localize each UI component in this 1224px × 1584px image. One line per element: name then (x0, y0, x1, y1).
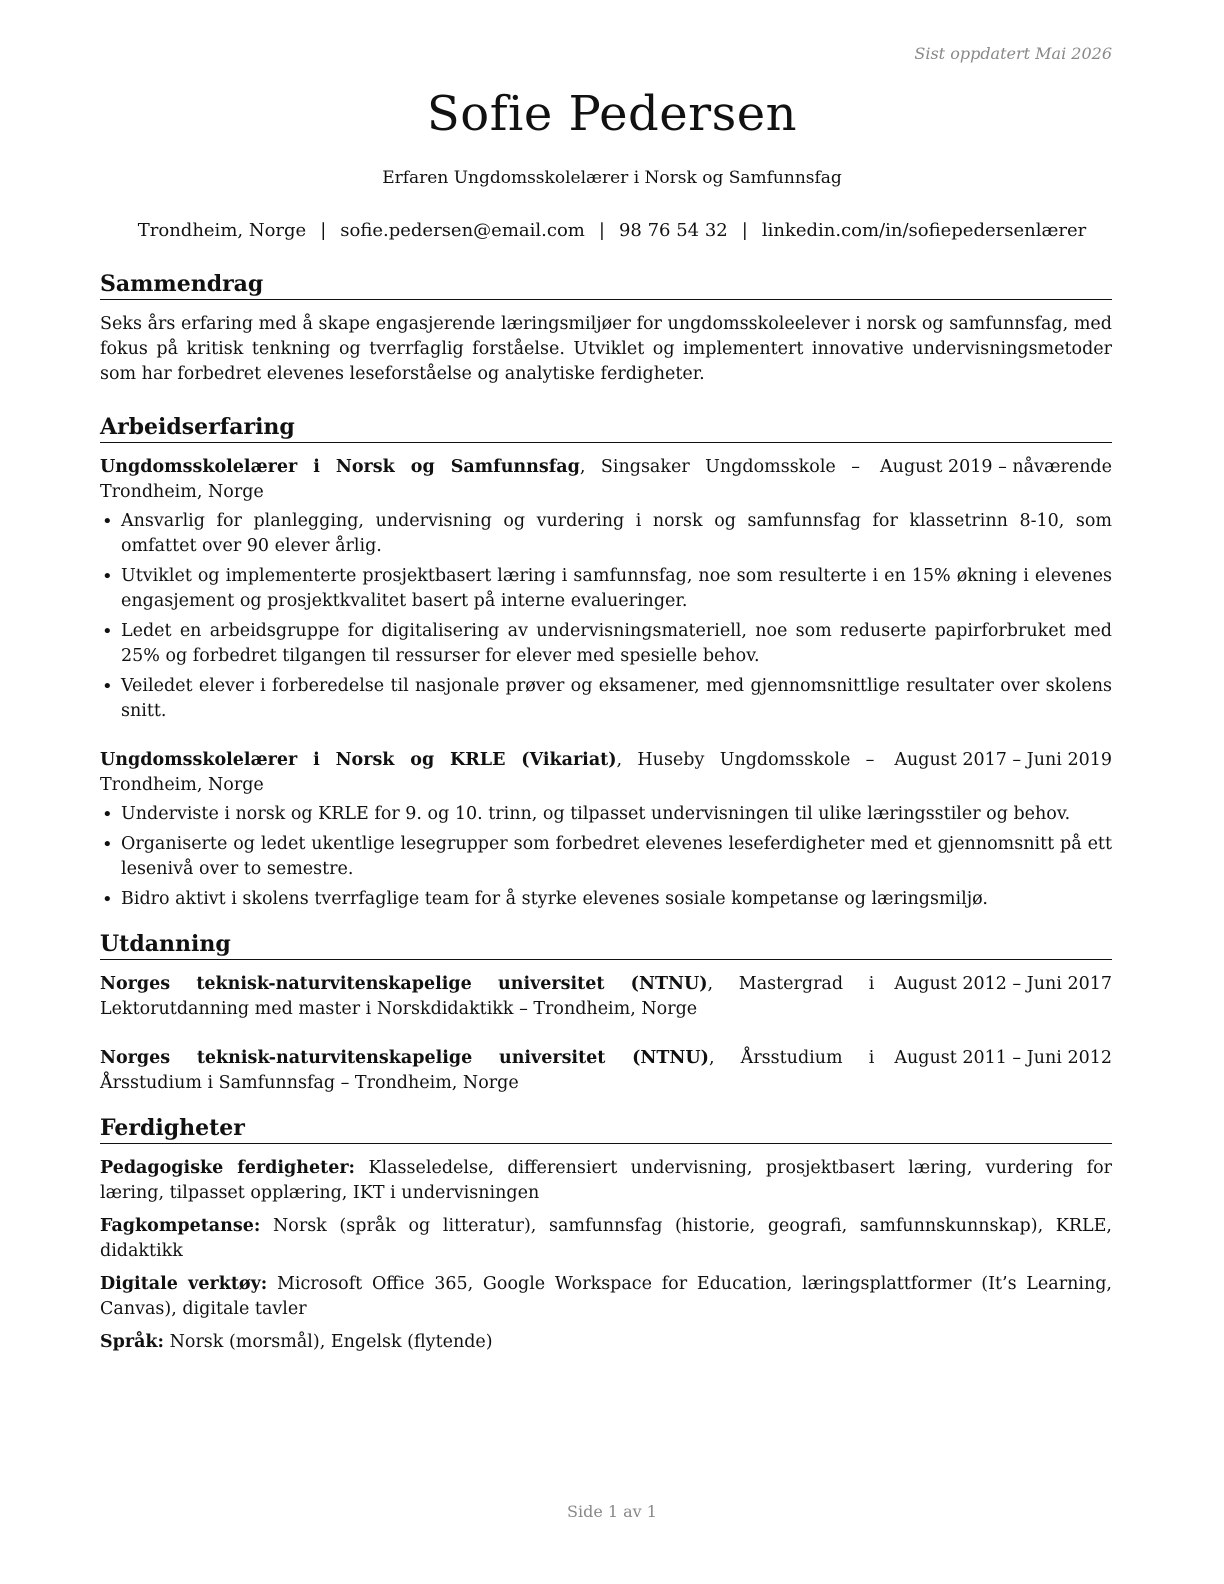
education-dates: August 2012 – Juni 2017 (894, 974, 1112, 994)
education-heading: Utdanning (100, 930, 1112, 960)
bullet-item: • Organiserte og ledet ukentlige lesegrupper som forbedret elevenes leseferdigheter med et gjennomsnitt på ett lesenivå over to semestre. (100, 832, 1112, 882)
job-dates: August 2019 – nåværende (880, 457, 1112, 477)
skills-heading: Ferdigheter (100, 1114, 1112, 1144)
page-number: Side 1 av 1 (567, 1502, 657, 1521)
contact-separator: | (741, 220, 748, 241)
skill-label: Språk: (100, 1332, 165, 1352)
skill-label: Fagkompetanse: (100, 1216, 261, 1236)
skills-section (100, 1114, 1112, 1355)
contact-line (0, 220, 1224, 241)
summary-text: Seks års erfaring med å skape engasjerende læringsmiljøer for ungdomsskoleelever i norsk og samfunnsfag, med fokus på kritisk tenkning og tverrfaglig forståelse. Utviklet og implementert innovative undervisningsmetoder som har forbedret elevenes leseforståelse og analytiske ferdigheter. (100, 314, 1112, 384)
contact-phone: 98 76 54 32 (618, 220, 728, 241)
summary-section (100, 270, 1112, 387)
education-section (100, 930, 1112, 1096)
bullet-item: • Bidro aktivt i skolens tverrfaglige team for å styrke elevenes sosiale kompetanse og læringsmiljø. (100, 887, 1112, 912)
job-title: Ungdomsskolelærer i Norsk og KRLE (Vikariat) (100, 750, 617, 770)
job-entry (100, 748, 1112, 912)
education-entry (100, 972, 1112, 1022)
job-dates: August 2017 – Juni 2019 (894, 750, 1112, 770)
job-bullets (100, 802, 1112, 912)
job-place: , Singsaker Ungdomsskole – Trondheim, Norge (100, 457, 861, 502)
education-school: Norges teknisk-naturvitenskapelige universitet (NTNU) (100, 974, 708, 994)
job-title: Ungdomsskolelærer i Norsk og Samfunnsfag (100, 457, 580, 477)
contact-separator: | (598, 220, 605, 241)
bullet-item: • Underviste i norsk og KRLE for 9. og 10. trinn, og tilpasset undervisningen til ulike læringsstiler og behov. (100, 802, 1112, 827)
contact-linkedin[interactable]: linkedin.com/in/sofiepedersenlærer (761, 220, 1087, 241)
last-updated: Sist oppdatert Mai 2026 (914, 44, 1112, 63)
skill-text: Norsk (morsmål), Engelsk (flytende) (164, 1332, 493, 1352)
education-detail: , Mastergrad i Lektorutdanning med master i Norskdidaktikk – Trondheim, Norge (100, 974, 875, 1019)
resume-body (100, 270, 1112, 1363)
contact-location: Trondheim, Norge (137, 220, 307, 241)
candidate-subtitle: Erfaren Ungdomsskolelærer i Norsk og Samfunnsfag (382, 168, 842, 188)
bullet-item: • Ansvarlig for planlegging, undervisning og vurdering i norsk og samfunnsfag for klassetrinn 8-10, som omfattet over 90 elever årlig. (100, 509, 1112, 559)
skill-label: Digitale verktøy: (100, 1274, 268, 1294)
contact-separator: | (320, 220, 327, 241)
contact-email[interactable]: sofie.pedersen@email.com (340, 220, 585, 241)
skill-text: Norsk (språk og litteratur), samfunnsfag (historie, geografi, samfunnskunnskap), KRLE, didaktikk (100, 1216, 1112, 1261)
summary-heading: Sammendrag (100, 270, 1112, 300)
bullet-item: • Ledet en arbeidsgruppe for digitalisering av undervisningsmateriell, noe som reduserte papirforbruket med 25% og forbedret tilgangen til ressurser for elever med spesielle behov. (100, 619, 1112, 669)
skill-label: Pedagogiske ferdigheter: (100, 1158, 356, 1178)
education-entry (100, 1046, 1112, 1096)
experience-section (100, 413, 1112, 912)
bullet-item: • Utviklet og implementerte prosjektbasert læring i samfunnsfag, noe som resulterte i en 15% økning i elevenes engasjement og prosjektkvalitet basert på interne evalueringer. (100, 564, 1112, 614)
education-detail: , Årsstudium i Årsstudium i Samfunnsfag – Trondheim, Norge (100, 1048, 875, 1093)
bullet-item: • Veiledet elever i forberedelse til nasjonale prøver og eksamener, med gjennomsnittlige resultater over skolens snitt. (100, 674, 1112, 724)
education-school: Norges teknisk-naturvitenskapelige universitet (NTNU) (100, 1048, 709, 1068)
skill-line (100, 1214, 1112, 1264)
job-bullets (100, 509, 1112, 724)
skill-line (100, 1272, 1112, 1322)
education-dates: August 2011 – Juni 2012 (894, 1048, 1112, 1068)
experience-heading: Arbeidserfaring (100, 413, 1112, 443)
skill-line (100, 1330, 1112, 1355)
job-place: , Huseby Ungdomsskole – Trondheim, Norge (100, 750, 875, 795)
skill-text: Microsoft Office 365, Google Workspace for Education, læringsplattformer (It’s Learning, Canvas), digitale tavler (100, 1274, 1112, 1319)
job-entry (100, 455, 1112, 724)
skill-line (100, 1156, 1112, 1206)
skill-text: Klasseledelse, differensiert undervisning, prosjektbasert læring, vurdering for læring, tilpasset opplæring, IKT i undervisningen (100, 1158, 1113, 1203)
candidate-name: Sofie Pedersen (426, 86, 798, 142)
